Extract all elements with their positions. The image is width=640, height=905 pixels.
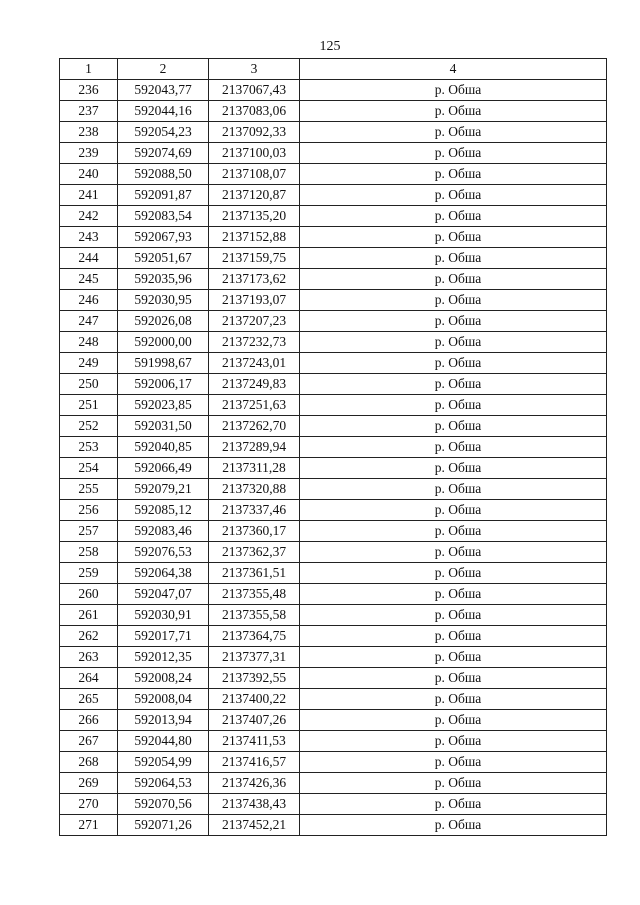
x-coordinate-cell: 592076,53 — [118, 542, 209, 563]
point-number-cell: 251 — [60, 395, 118, 416]
description-cell: р. Обша — [300, 479, 607, 500]
point-number-cell: 265 — [60, 689, 118, 710]
description-cell: р. Обша — [300, 122, 607, 143]
table-row — [60, 143, 607, 164]
description-cell: р. Обша — [300, 521, 607, 542]
y-coordinate-cell: 2137289,94 — [209, 437, 300, 458]
x-coordinate-cell: 592083,54 — [118, 206, 209, 227]
y-coordinate-cell: 2137452,21 — [209, 815, 300, 836]
table-row — [60, 710, 607, 731]
table-row — [60, 353, 607, 374]
table-row — [60, 605, 607, 626]
x-coordinate-cell: 592012,35 — [118, 647, 209, 668]
description-cell: р. Обша — [300, 311, 607, 332]
point-number-cell: 240 — [60, 164, 118, 185]
y-coordinate-cell: 2137152,88 — [209, 227, 300, 248]
x-coordinate-cell: 592043,77 — [118, 80, 209, 101]
description-cell: р. Обша — [300, 416, 607, 437]
x-coordinate-cell: 592000,00 — [118, 332, 209, 353]
x-coordinate-cell: 592091,87 — [118, 185, 209, 206]
x-coordinate-cell: 592035,96 — [118, 269, 209, 290]
description-cell: р. Обша — [300, 542, 607, 563]
x-coordinate-cell: 592070,56 — [118, 794, 209, 815]
description-cell: р. Обша — [300, 584, 607, 605]
table-row — [60, 332, 607, 353]
description-cell: р. Обша — [300, 374, 607, 395]
x-coordinate-cell: 592079,21 — [118, 479, 209, 500]
header-row — [60, 59, 607, 80]
table-header — [60, 59, 607, 80]
y-coordinate-cell: 2137311,28 — [209, 458, 300, 479]
point-number-cell: 244 — [60, 248, 118, 269]
point-number-cell: 269 — [60, 773, 118, 794]
point-number-cell: 259 — [60, 563, 118, 584]
x-coordinate-cell: 592083,46 — [118, 521, 209, 542]
y-coordinate-cell: 2137249,83 — [209, 374, 300, 395]
y-coordinate-cell: 2137355,58 — [209, 605, 300, 626]
y-coordinate-cell: 2137407,26 — [209, 710, 300, 731]
x-coordinate-cell: 592030,91 — [118, 605, 209, 626]
point-number-cell: 246 — [60, 290, 118, 311]
table-row — [60, 794, 607, 815]
y-coordinate-cell: 2137438,43 — [209, 794, 300, 815]
y-coordinate-cell: 2137120,87 — [209, 185, 300, 206]
description-cell: р. Обша — [300, 563, 607, 584]
description-cell: р. Обша — [300, 773, 607, 794]
table-row — [60, 689, 607, 710]
y-coordinate-cell: 2137083,06 — [209, 101, 300, 122]
table-row — [60, 647, 607, 668]
column-header-3: 3 — [209, 59, 300, 80]
point-number-cell: 254 — [60, 458, 118, 479]
table-row — [60, 248, 607, 269]
table-row — [60, 227, 607, 248]
point-number-cell: 263 — [60, 647, 118, 668]
description-cell: р. Обша — [300, 80, 607, 101]
point-number-cell: 237 — [60, 101, 118, 122]
y-coordinate-cell: 2137320,88 — [209, 479, 300, 500]
description-cell: р. Обша — [300, 731, 607, 752]
description-cell: р. Обша — [300, 815, 607, 836]
y-coordinate-cell: 2137377,31 — [209, 647, 300, 668]
point-number-cell: 267 — [60, 731, 118, 752]
point-number-cell: 260 — [60, 584, 118, 605]
coordinates-table — [59, 58, 607, 836]
point-number-cell: 247 — [60, 311, 118, 332]
table-row — [60, 500, 607, 521]
table-row — [60, 206, 607, 227]
x-coordinate-cell: 592088,50 — [118, 164, 209, 185]
y-coordinate-cell: 2137426,36 — [209, 773, 300, 794]
y-coordinate-cell: 2137100,03 — [209, 143, 300, 164]
column-header-1: 1 — [60, 59, 118, 80]
y-coordinate-cell: 2137193,07 — [209, 290, 300, 311]
point-number-cell: 238 — [60, 122, 118, 143]
point-number-cell: 242 — [60, 206, 118, 227]
x-coordinate-cell: 592064,38 — [118, 563, 209, 584]
x-coordinate-cell: 592017,71 — [118, 626, 209, 647]
table-row — [60, 437, 607, 458]
y-coordinate-cell: 2137092,33 — [209, 122, 300, 143]
y-coordinate-cell: 2137364,75 — [209, 626, 300, 647]
x-coordinate-cell: 592054,99 — [118, 752, 209, 773]
point-number-cell: 258 — [60, 542, 118, 563]
table-row — [60, 164, 607, 185]
y-coordinate-cell: 2137262,70 — [209, 416, 300, 437]
y-coordinate-cell: 2137232,73 — [209, 332, 300, 353]
y-coordinate-cell: 2137243,01 — [209, 353, 300, 374]
point-number-cell: 241 — [60, 185, 118, 206]
x-coordinate-cell: 592047,07 — [118, 584, 209, 605]
y-coordinate-cell: 2137361,51 — [209, 563, 300, 584]
page-number: 125 — [319, 39, 341, 54]
x-coordinate-cell: 592051,67 — [118, 248, 209, 269]
point-number-cell: 264 — [60, 668, 118, 689]
table-row — [60, 374, 607, 395]
table-row — [60, 773, 607, 794]
description-cell: р. Обша — [300, 143, 607, 164]
table-row — [60, 584, 607, 605]
point-number-cell: 253 — [60, 437, 118, 458]
x-coordinate-cell: 592044,80 — [118, 731, 209, 752]
description-cell: р. Обша — [300, 101, 607, 122]
table-row — [60, 290, 607, 311]
column-header-4: 4 — [300, 59, 607, 80]
column-header-2: 2 — [118, 59, 209, 80]
description-cell: р. Обша — [300, 794, 607, 815]
x-coordinate-cell: 592008,04 — [118, 689, 209, 710]
description-cell: р. Обша — [300, 458, 607, 479]
y-coordinate-cell: 2137108,07 — [209, 164, 300, 185]
y-coordinate-cell: 2137159,75 — [209, 248, 300, 269]
table-row — [60, 752, 607, 773]
x-coordinate-cell: 592006,17 — [118, 374, 209, 395]
y-coordinate-cell: 2137416,57 — [209, 752, 300, 773]
point-number-cell: 266 — [60, 710, 118, 731]
table-row — [60, 458, 607, 479]
x-coordinate-cell: 592030,95 — [118, 290, 209, 311]
description-cell: р. Обша — [300, 752, 607, 773]
x-coordinate-cell: 592026,08 — [118, 311, 209, 332]
description-cell: р. Обша — [300, 437, 607, 458]
x-coordinate-cell: 592013,94 — [118, 710, 209, 731]
description-cell: р. Обша — [300, 605, 607, 626]
point-number-cell: 257 — [60, 521, 118, 542]
y-coordinate-cell: 2137067,43 — [209, 80, 300, 101]
x-coordinate-cell: 592023,85 — [118, 395, 209, 416]
table-row — [60, 416, 607, 437]
x-coordinate-cell: 592064,53 — [118, 773, 209, 794]
point-number-cell: 249 — [60, 353, 118, 374]
y-coordinate-cell: 2137207,23 — [209, 311, 300, 332]
x-coordinate-cell: 592085,12 — [118, 500, 209, 521]
y-coordinate-cell: 2137337,46 — [209, 500, 300, 521]
description-cell: р. Обша — [300, 206, 607, 227]
x-coordinate-cell: 592031,50 — [118, 416, 209, 437]
description-cell: р. Обша — [300, 290, 607, 311]
description-cell: р. Обша — [300, 395, 607, 416]
table-row — [60, 479, 607, 500]
x-coordinate-cell: 592071,26 — [118, 815, 209, 836]
x-coordinate-cell: 592008,24 — [118, 668, 209, 689]
description-cell: р. Обша — [300, 500, 607, 521]
table-row — [60, 731, 607, 752]
x-coordinate-cell: 592044,16 — [118, 101, 209, 122]
point-number-cell: 255 — [60, 479, 118, 500]
y-coordinate-cell: 2137362,37 — [209, 542, 300, 563]
description-cell: р. Обша — [300, 185, 607, 206]
description-cell: р. Обша — [300, 269, 607, 290]
table-row — [60, 101, 607, 122]
x-coordinate-cell: 592054,23 — [118, 122, 209, 143]
description-cell: р. Обша — [300, 647, 607, 668]
point-number-cell: 262 — [60, 626, 118, 647]
y-coordinate-cell: 2137392,55 — [209, 668, 300, 689]
point-number-cell: 252 — [60, 416, 118, 437]
description-cell: р. Обша — [300, 710, 607, 731]
table-row — [60, 563, 607, 584]
point-number-cell: 270 — [60, 794, 118, 815]
table-row — [60, 815, 607, 836]
table-row — [60, 122, 607, 143]
point-number-cell: 261 — [60, 605, 118, 626]
table-row — [60, 185, 607, 206]
table-row — [60, 521, 607, 542]
x-coordinate-cell: 592074,69 — [118, 143, 209, 164]
point-number-cell: 239 — [60, 143, 118, 164]
description-cell: р. Обша — [300, 248, 607, 269]
description-cell: р. Обша — [300, 626, 607, 647]
table-row — [60, 80, 607, 101]
description-cell: р. Обша — [300, 353, 607, 374]
x-coordinate-cell: 591998,67 — [118, 353, 209, 374]
description-cell: р. Обша — [300, 332, 607, 353]
y-coordinate-cell: 2137360,17 — [209, 521, 300, 542]
point-number-cell: 243 — [60, 227, 118, 248]
point-number-cell: 256 — [60, 500, 118, 521]
table-row — [60, 311, 607, 332]
y-coordinate-cell: 2137400,22 — [209, 689, 300, 710]
point-number-cell: 271 — [60, 815, 118, 836]
y-coordinate-cell: 2137173,62 — [209, 269, 300, 290]
point-number-cell: 250 — [60, 374, 118, 395]
point-number-cell: 236 — [60, 80, 118, 101]
point-number-cell: 268 — [60, 752, 118, 773]
table-row — [60, 395, 607, 416]
x-coordinate-cell: 592040,85 — [118, 437, 209, 458]
x-coordinate-cell: 592067,93 — [118, 227, 209, 248]
y-coordinate-cell: 2137355,48 — [209, 584, 300, 605]
y-coordinate-cell: 2137135,20 — [209, 206, 300, 227]
description-cell: р. Обша — [300, 227, 607, 248]
point-number-cell: 248 — [60, 332, 118, 353]
table-row — [60, 269, 607, 290]
point-number-cell: 245 — [60, 269, 118, 290]
description-cell: р. Обша — [300, 164, 607, 185]
table-row — [60, 626, 607, 647]
description-cell: р. Обша — [300, 668, 607, 689]
description-cell: р. Обша — [300, 689, 607, 710]
table-body — [60, 80, 607, 836]
table-row — [60, 668, 607, 689]
y-coordinate-cell: 2137411,53 — [209, 731, 300, 752]
y-coordinate-cell: 2137251,63 — [209, 395, 300, 416]
table-row — [60, 542, 607, 563]
x-coordinate-cell: 592066,49 — [118, 458, 209, 479]
